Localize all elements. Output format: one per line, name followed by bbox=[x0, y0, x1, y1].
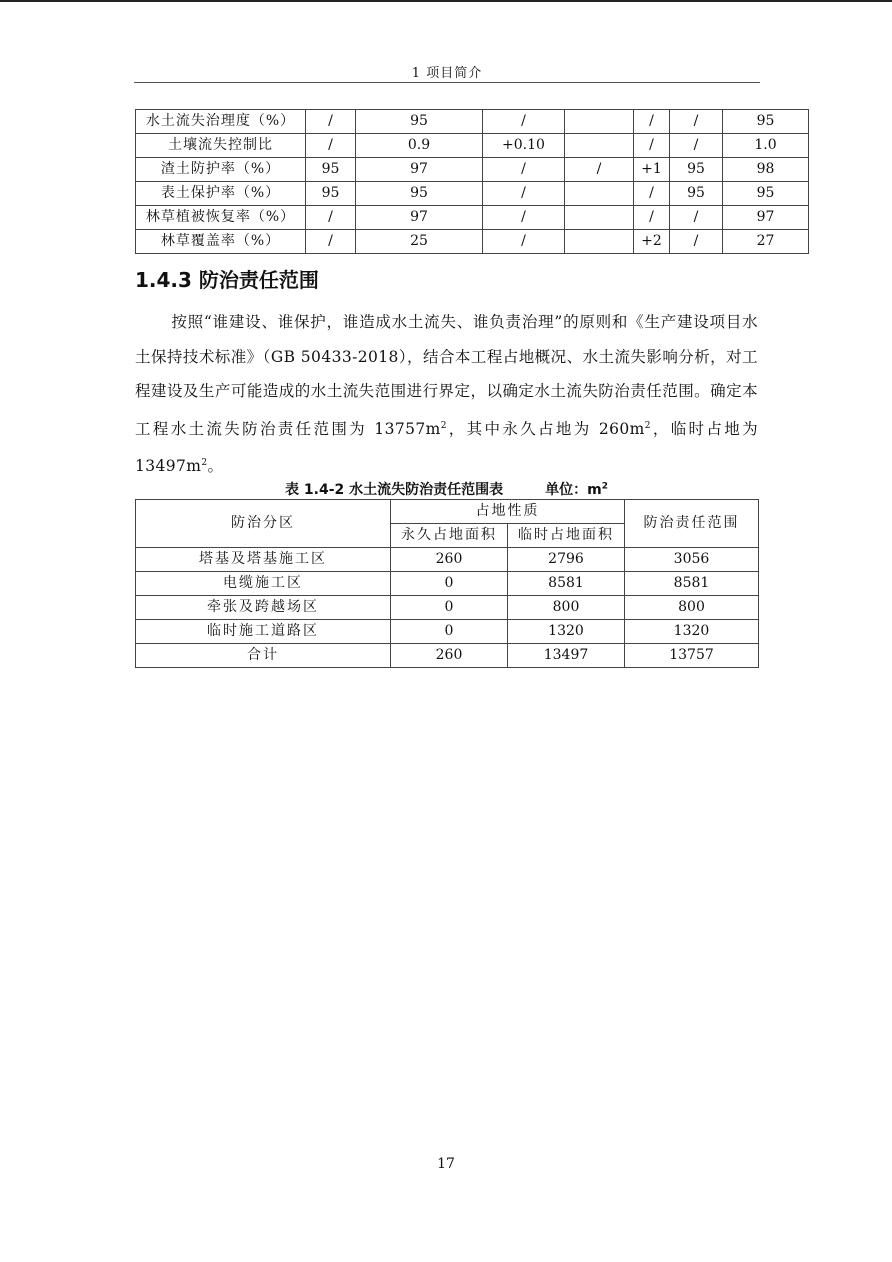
body-paragraph bbox=[135, 305, 758, 484]
table-cell: / bbox=[483, 110, 565, 134]
table-cell: 800 bbox=[625, 596, 759, 620]
table-cell: 95 bbox=[723, 182, 809, 206]
table-cell: / bbox=[670, 230, 723, 254]
table-cell: 2796 bbox=[508, 548, 625, 572]
paragraph-part3: ，临时占地为 13497m bbox=[135, 419, 758, 476]
table-cell: 260 bbox=[391, 644, 508, 668]
table-row bbox=[136, 182, 809, 206]
header-zone: 防治分区 bbox=[136, 500, 391, 548]
table-cell bbox=[565, 206, 634, 230]
indicator-table bbox=[135, 109, 809, 254]
superscript: 2 bbox=[201, 458, 208, 469]
row-label-cell: 林草植被恢复率（%） bbox=[136, 206, 306, 230]
table-cell: 1320 bbox=[508, 620, 625, 644]
table-cell: 97 bbox=[356, 206, 483, 230]
table-row bbox=[136, 206, 809, 230]
row-label-cell: 电缆施工区 bbox=[136, 572, 391, 596]
table-cell bbox=[565, 230, 634, 254]
table-cell: 1.0 bbox=[723, 134, 809, 158]
table-cell: 13757 bbox=[625, 644, 759, 668]
paragraph-part2: ，其中永久占地为 260m bbox=[446, 419, 645, 438]
table-cell: / bbox=[565, 158, 634, 182]
row-label-cell: 塔基及塔基施工区 bbox=[136, 548, 391, 572]
table-cell: 8581 bbox=[625, 572, 759, 596]
table-cell: / bbox=[634, 134, 670, 158]
header-permanent: 永久占地面积 bbox=[391, 524, 508, 548]
header-land-nature: 占地性质 bbox=[391, 500, 625, 524]
running-header: 1 项目简介 bbox=[411, 66, 483, 81]
paragraph-part1: 按照“谁建设、谁保护，谁造成水土流失、谁负责治理”的原则和《生产建设项目水土保持技术标准》（GB 50433-2018），结合本工程占地概况、水土流失影响分析，对工程建设及生产可能造成的水土流失范围进行界定，以确定水土流失防治责任范围。确定本工程水土流失防治责任范围为 13757m bbox=[135, 313, 758, 438]
table-cell: / bbox=[306, 134, 356, 158]
table-cell: 95 bbox=[306, 158, 356, 182]
table-row bbox=[136, 644, 759, 668]
table-row bbox=[136, 158, 809, 182]
unit-text: 单位：m bbox=[545, 482, 602, 498]
row-label-cell: 临时施工道路区 bbox=[136, 620, 391, 644]
table-cell: / bbox=[670, 110, 723, 134]
table-cell: 97 bbox=[356, 158, 483, 182]
table-cell: 97 bbox=[723, 206, 809, 230]
row-label-cell: 渣土防护率（%） bbox=[136, 158, 306, 182]
paragraph-part4: 。 bbox=[207, 457, 224, 476]
table-cell: +2 bbox=[634, 230, 670, 254]
table-caption bbox=[135, 479, 758, 499]
table-cell: 95 bbox=[723, 110, 809, 134]
table-row bbox=[136, 230, 809, 254]
top-border bbox=[0, 0, 892, 2]
page-number: 17 bbox=[437, 1156, 455, 1172]
table-row bbox=[136, 596, 759, 620]
table-cell: +1 bbox=[634, 158, 670, 182]
table-row bbox=[136, 620, 759, 644]
row-label-cell: 水土流失治理度（%） bbox=[136, 110, 306, 134]
table-cell: / bbox=[306, 110, 356, 134]
table-row bbox=[136, 134, 809, 158]
table-cell: 98 bbox=[723, 158, 809, 182]
table-cell: 95 bbox=[670, 182, 723, 206]
table-cell: 95 bbox=[356, 110, 483, 134]
table-cell: 0 bbox=[391, 620, 508, 644]
header-rule bbox=[134, 82, 760, 83]
row-label-cell: 牵张及跨越场区 bbox=[136, 596, 391, 620]
table-cell: / bbox=[483, 158, 565, 182]
superscript: 2 bbox=[644, 420, 651, 431]
table-cell: / bbox=[670, 134, 723, 158]
table-cell: 8581 bbox=[508, 572, 625, 596]
table-cell: / bbox=[483, 230, 565, 254]
header-responsibility: 防治责任范围 bbox=[625, 500, 759, 548]
caption-title: 表 1.4-2 水土流失防治责任范围表 bbox=[285, 482, 504, 498]
table-cell: / bbox=[306, 206, 356, 230]
table-cell bbox=[565, 134, 634, 158]
superscript: 2 bbox=[440, 420, 447, 431]
table-cell: 0 bbox=[391, 596, 508, 620]
table-cell: 25 bbox=[356, 230, 483, 254]
table-cell: 0 bbox=[391, 572, 508, 596]
table-cell: / bbox=[483, 182, 565, 206]
table-cell: 27 bbox=[723, 230, 809, 254]
table-cell: 95 bbox=[306, 182, 356, 206]
table-cell: / bbox=[634, 182, 670, 206]
table-cell: 260 bbox=[391, 548, 508, 572]
table-cell bbox=[565, 182, 634, 206]
row-label-cell: 土壤流失控制比 bbox=[136, 134, 306, 158]
row-label-cell: 林草覆盖率（%） bbox=[136, 230, 306, 254]
caption-unit bbox=[545, 482, 608, 498]
row-label-cell: 合计 bbox=[136, 644, 391, 668]
header-temporary: 临时占地面积 bbox=[508, 524, 625, 548]
table-cell: / bbox=[483, 206, 565, 230]
table-cell: / bbox=[634, 206, 670, 230]
table-cell bbox=[565, 110, 634, 134]
table-row bbox=[136, 572, 759, 596]
table-cell: +0.10 bbox=[483, 134, 565, 158]
table-cell: 1320 bbox=[625, 620, 759, 644]
table-row bbox=[136, 110, 809, 134]
table-cell: 0.9 bbox=[356, 134, 483, 158]
row-label-cell: 表土保护率（%） bbox=[136, 182, 306, 206]
table-cell: 800 bbox=[508, 596, 625, 620]
unit-superscript: 2 bbox=[601, 481, 608, 492]
table-cell: / bbox=[306, 230, 356, 254]
table-row bbox=[136, 548, 759, 572]
table-cell: 95 bbox=[356, 182, 483, 206]
table-cell: 13497 bbox=[508, 644, 625, 668]
table-cell: 95 bbox=[670, 158, 723, 182]
table-cell: 3056 bbox=[625, 548, 759, 572]
table-cell: / bbox=[634, 110, 670, 134]
section-title: 1.4.3 防治责任范围 bbox=[135, 268, 319, 292]
table-cell: / bbox=[670, 206, 723, 230]
responsibility-table bbox=[135, 499, 759, 668]
